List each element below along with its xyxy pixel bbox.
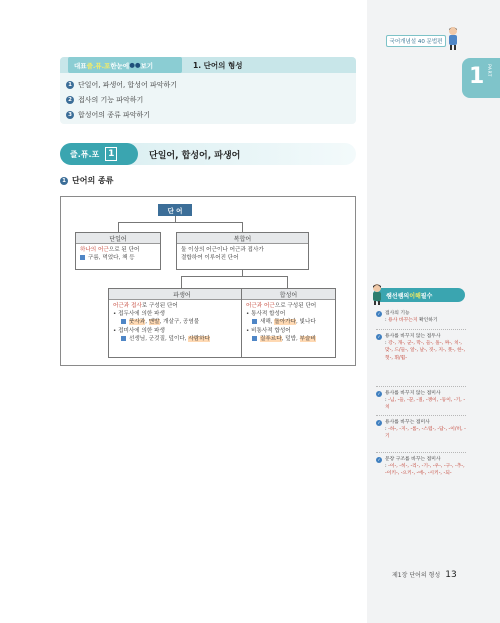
- tip-divider: [376, 329, 466, 330]
- tip-title: 용사를 바꾸지 않는 접두사: [385, 334, 441, 339]
- example-marker-icon: [252, 336, 257, 341]
- tip-body: : -님, -들, -꾼, -질, -쟁이, -둥이, -기, -치: [385, 398, 466, 411]
- badge-mark: ●●: [129, 61, 141, 69]
- tip-divider: [376, 415, 466, 416]
- tips-header-prefix: 쌤선쌤의: [386, 292, 410, 300]
- part-label: PART: [486, 64, 491, 78]
- chapter-tag: 국어개념설 40 문법편: [386, 35, 446, 47]
- tip-item: [376, 390, 466, 412]
- example-marker-icon: [121, 336, 126, 341]
- node-example: 새해, 돌아가다, 빛나다: [246, 318, 331, 326]
- banner-title: 단일어, 합성어, 파생어: [149, 150, 241, 161]
- node-title: 파생어: [109, 289, 255, 300]
- number-badge: 1: [66, 81, 74, 89]
- tip-title: 용사를 바꾸는 접미사: [385, 420, 430, 425]
- node-example: 질푸르다, 덮밥, 부슬비: [246, 335, 331, 343]
- part-tab: [462, 58, 500, 98]
- tip-item: [376, 310, 466, 324]
- tip-body: : -하-, -지-, -롭-, -스럽-, -답-, -이/히, -기: [385, 427, 466, 440]
- tip-title: 접사의 기능: [385, 311, 410, 316]
- node-subtype: • 접두사에 의한 파생: [113, 311, 165, 318]
- node-definition: 결합하여 이루어진 단어: [181, 255, 239, 262]
- check-icon: ✓: [377, 310, 381, 316]
- part-number: 1: [469, 64, 485, 89]
- example-marker-icon: [121, 319, 126, 324]
- summary-item-text: 합성어의 종류 파악하기: [78, 111, 151, 119]
- connector-line: [287, 276, 288, 288]
- section-heading: [60, 175, 113, 186]
- tips-header-suffix: 필수: [420, 292, 433, 300]
- node-example: 선생님, 군것질, 덮이다, 사람하다: [113, 335, 251, 343]
- badge-highlight: 즐.퓨.포: [86, 61, 111, 70]
- tip-body: : 강-, 개-, 군-, 막-, 들-, 돌-, 짜-, 치-, 맞-, 드/들-, 알-, 날-, 짓-, 지-, 풋-, 한-, 헛-, 휘/휩-: [385, 341, 466, 361]
- summary-item-text: 단일어, 파생어, 합성어 파악하기: [78, 81, 178, 89]
- check-icon: ✓: [377, 333, 381, 339]
- node-subtype: • 접미사에 의한 파생: [113, 327, 165, 334]
- connector-line: [181, 276, 182, 288]
- badge-prefix: 대표: [74, 61, 87, 70]
- node-definition: 어근과 어근으로 구성된 단어: [246, 303, 317, 309]
- compound-word-node: [241, 288, 336, 358]
- tips-header-highlight: 이해: [409, 292, 421, 300]
- tip-body: : -이-, -히-, -리-, -기-, -우-, -구-, -추-, -이키-, -으키-, -애-, -시키-, -되-: [385, 464, 465, 477]
- connector-line: [181, 276, 287, 277]
- summary-item: [66, 95, 143, 105]
- tip-body: : 용사 바꾸는지 확인하기: [385, 318, 438, 324]
- summary-item-text: 접사의 기능 파악하기: [78, 96, 144, 104]
- connector-line: [118, 222, 119, 232]
- node-title: 합성어: [242, 289, 335, 300]
- section-heading-text: 단어의 종류: [72, 176, 114, 185]
- character-sticker-icon: [447, 26, 459, 50]
- simple-word-node: [75, 232, 161, 270]
- page-number: 13: [445, 570, 457, 580]
- tip-divider: [376, 452, 466, 453]
- connector-line: [118, 222, 242, 223]
- number-badge: 1: [60, 177, 68, 185]
- tip-item: [376, 456, 466, 478]
- connector-line: [242, 222, 243, 232]
- node-example: 풋사과, 맨발, 개살구, 공염불: [113, 318, 251, 326]
- node-subtype: • 비통사적 합성어: [246, 327, 291, 334]
- tip-item: [376, 419, 466, 441]
- example-marker-icon: [80, 255, 85, 260]
- node-subtype: • 통사적 합성어: [246, 311, 286, 318]
- node-title: 단일어: [76, 233, 160, 244]
- derived-word-node: [108, 288, 256, 358]
- tips-header: [373, 288, 465, 302]
- complex-word-node: [176, 232, 309, 270]
- teacher-avatar-icon: [371, 283, 383, 305]
- banner-pill-text: 즐.퓨.포: [70, 149, 100, 159]
- number-badge: 2: [66, 96, 74, 104]
- number-badge: 3: [66, 111, 74, 119]
- badge-suffix: 한눈에: [110, 61, 130, 70]
- tip-title: 문장 구조를 바꾸는 접미사: [385, 457, 441, 462]
- node-definition: 둘 이상의 어근이나 어근과 접사가: [181, 247, 264, 253]
- summary-title: 1. 단어의 형성: [193, 60, 243, 70]
- banner-pill-number: 1: [105, 147, 117, 161]
- summary-item: [66, 80, 177, 90]
- tip-item: [376, 333, 466, 362]
- banner-pill: [60, 143, 138, 165]
- page-footer: [392, 570, 457, 580]
- diagram-root-node: 단 어: [158, 204, 192, 216]
- summary-badge: [68, 57, 182, 73]
- check-icon: ✓: [377, 456, 381, 462]
- node-example: 구름, 먹었다, 책 등: [80, 254, 156, 262]
- tip-title: 용사를 바꾸지 않는 접미사: [385, 391, 441, 396]
- check-icon: ✓: [377, 390, 381, 396]
- node-definition: 어근과 접사로 구성된 단어: [113, 303, 178, 309]
- footer-chapter: 제1장 단어의 형성: [392, 572, 441, 579]
- node-definition: 하나의 어근으로 된 단어: [80, 247, 140, 253]
- summary-item: [66, 110, 150, 120]
- badge-end: 보기: [140, 61, 154, 70]
- check-icon: ✓: [377, 419, 381, 425]
- example-marker-icon: [252, 319, 257, 324]
- node-title: 복합어: [177, 233, 308, 244]
- tip-divider: [376, 386, 466, 387]
